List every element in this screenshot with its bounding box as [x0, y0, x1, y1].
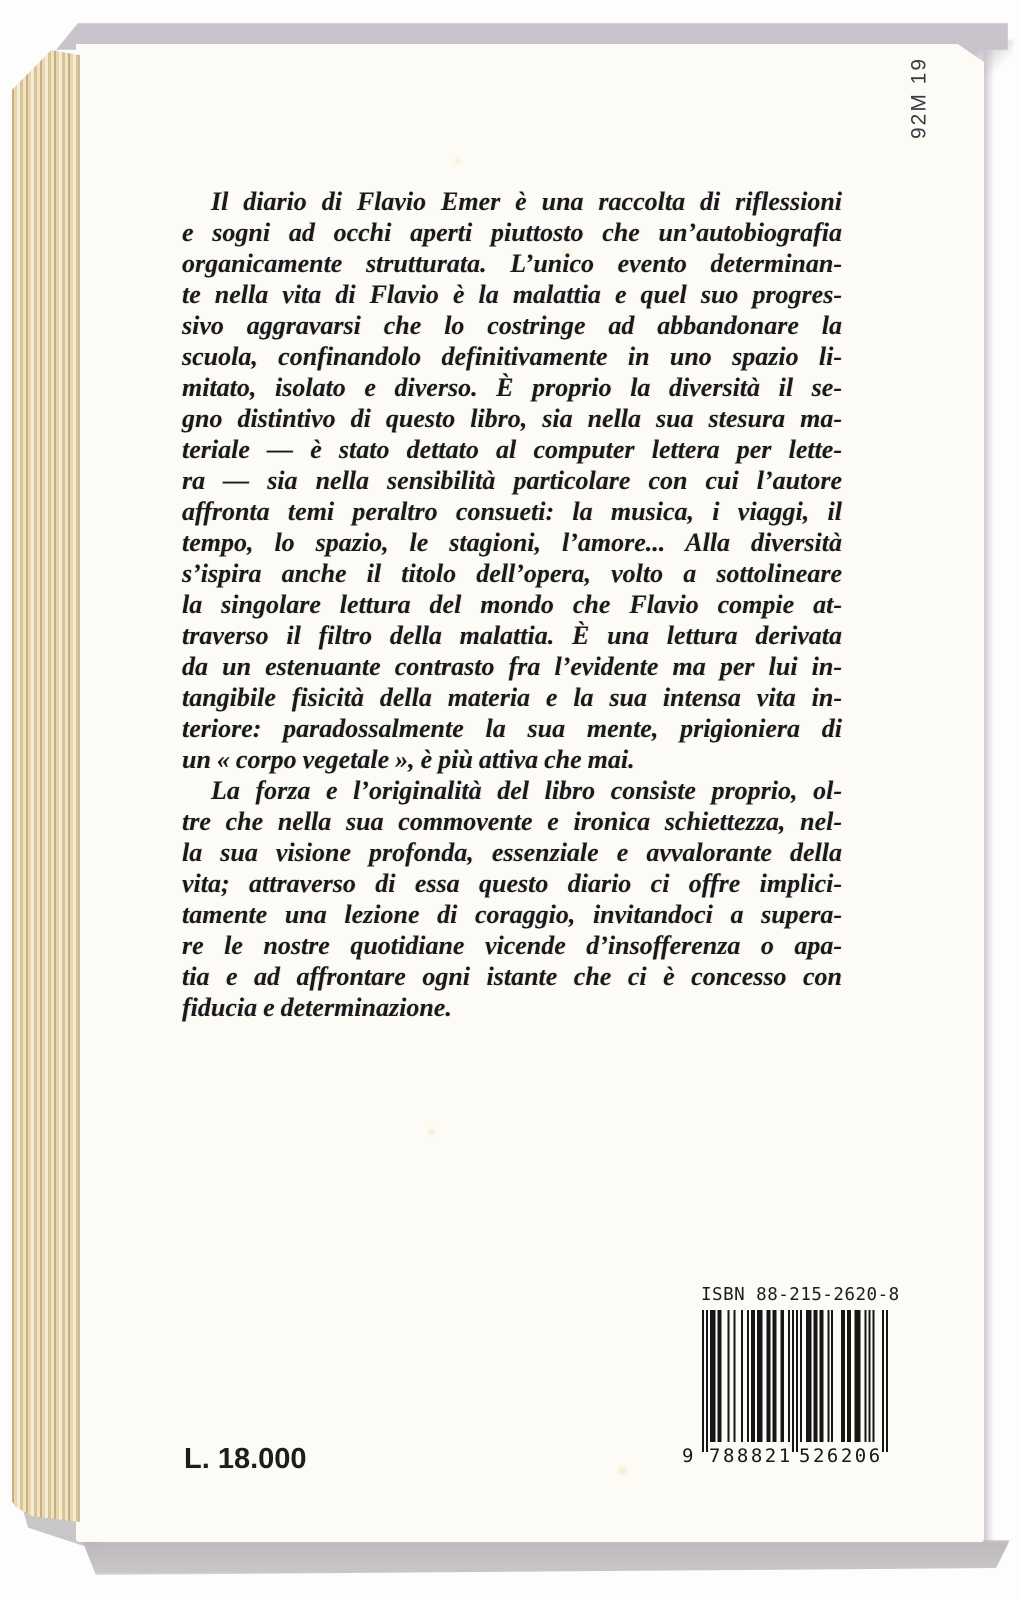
- cover-right-shadow: [983, 48, 994, 1546]
- ean-digit-prefix: 9: [682, 1445, 694, 1467]
- blurb-line: la singolare lettura del mondo che Flavio compie at-: [182, 590, 842, 619]
- blurb-line: teriore: paradossalmente la sua mente, prigioniera di: [182, 714, 842, 743]
- ean-digit-group1: 788821: [709, 1445, 793, 1467]
- ean-digit-group2: 526206: [799, 1445, 883, 1467]
- paper-speckle: [618, 1466, 627, 1475]
- blurb-line: tempo, lo spazio, le stagioni, l’amore... Alla diversità: [182, 528, 842, 557]
- blurb-line: organicamente strutturata. L’unico evento determinan-: [182, 249, 842, 278]
- blurb-line: traverso il filtro della malattia. È una lettura derivata: [182, 621, 842, 650]
- paper-speckle: [428, 1128, 435, 1135]
- blurb-line: La forza e l’originalità del libro consiste proprio, ol-: [211, 776, 842, 805]
- ean-barcode: [702, 1310, 888, 1452]
- blurb-line: fiducia e determinazione.: [182, 993, 452, 1022]
- blurb-line: tamente una lezione di coraggio, invitandoci a supera-: [182, 900, 842, 929]
- blurb-line: teriale — è stato dettato al computer lettera per lette-: [182, 435, 842, 464]
- page-edges: [12, 50, 80, 1522]
- blurb-line: te nella vita di Flavio è la malattia e quel suo progres-: [182, 280, 842, 309]
- blurb-line: s’ispira anche il titolo dell’opera, volto a sottolineare: [182, 559, 842, 588]
- cover-bottom-shadow: [82, 1540, 1010, 1575]
- isbn-label: ISBN 88-215-2620-8: [701, 1285, 900, 1305]
- blurb-line: e sogni ad occhi aperti piuttosto che un’autobiografia: [182, 218, 842, 247]
- blurb-line: un « corpo vegetale », è più attiva che mai.: [182, 745, 635, 774]
- paper-speckle: [455, 158, 461, 164]
- blurb: [182, 186, 842, 1023]
- blurb-line: re le nostre quotidiane vicende d’insofferenza o apa-: [182, 931, 842, 960]
- blurb-line: la sua visione profonda, essenziale e avvalorante della: [182, 838, 842, 867]
- blurb-line: tangibile fisicità della materia e la sua intensa vita in-: [182, 683, 842, 712]
- print-code: 92M 19: [907, 56, 931, 140]
- blurb-line: tre che nella sua commovente e ironica schiettezza, nel-: [182, 807, 842, 836]
- blurb-line: gno distintivo di questo libro, sia nella sua stesura ma-: [182, 404, 842, 433]
- price: L. 18.000: [184, 1443, 307, 1475]
- blurb-line: Il diario di Flavio Emer è una raccolta di riflessioni: [211, 187, 842, 216]
- blurb-line: vita; attraverso di essa questo diario ci offre implici-: [182, 869, 842, 898]
- blurb-line: scuola, confinandolo definitivamente in uno spazio li-: [182, 342, 842, 371]
- blurb-line: sivo aggravarsi che lo costringe ad abbandonare la: [182, 311, 842, 340]
- blurb-line: mitato, isolato e diverso. È proprio la diversità il se-: [182, 373, 842, 402]
- blurb-line: tia e ad affrontare ogni istante che ci è concesso con: [182, 962, 842, 991]
- blurb-line: affronta temi peraltro consueti: la musica, i viaggi, il: [182, 497, 842, 526]
- blurb-line: da un estenuante contrasto fra l’evidente ma per lui in-: [182, 652, 842, 681]
- blurb-line: ra — sia nella sensibilità particolare con cui l’autore: [182, 466, 842, 495]
